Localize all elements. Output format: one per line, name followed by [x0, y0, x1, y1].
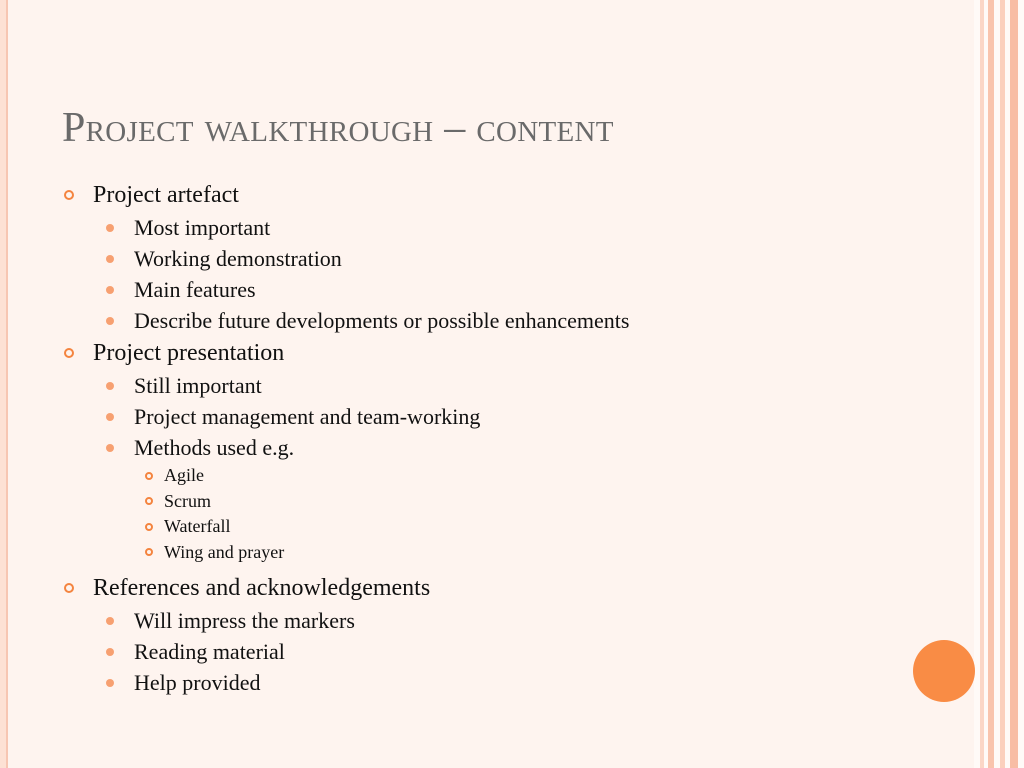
stripe: [988, 0, 994, 768]
bullet-text: Help provided: [134, 670, 261, 695]
dot-bullet-icon: [106, 444, 114, 452]
dot-bullet-icon: [106, 617, 114, 625]
dot-bullet-icon: [106, 224, 114, 232]
bullet-text: Still important: [134, 373, 262, 398]
dot-bullet-icon: [106, 679, 114, 687]
bullet-level-2: [0, 667, 900, 698]
right-decorative-stripes: [974, 0, 1024, 768]
bullet-text: Most important: [134, 215, 271, 240]
bullet-level-2: [0, 370, 900, 401]
dot-bullet-icon: [106, 286, 114, 294]
bullet-text: Reading material: [134, 639, 285, 664]
stripe: [980, 0, 984, 768]
slide-body: [0, 178, 900, 698]
slide-title: Project walkthrough – content: [62, 105, 614, 151]
ring-bullet-icon: [145, 497, 153, 505]
bullet-level-2: [0, 401, 900, 432]
bullet-text: Project presentation: [93, 340, 285, 366]
ring-bullet-icon: [64, 190, 74, 200]
ring-bullet-icon: [145, 548, 153, 556]
bullet-level-2: [0, 212, 900, 243]
bullet-level-1: [0, 178, 900, 212]
dot-bullet-icon: [106, 648, 114, 656]
bullet-level-2: [0, 605, 900, 636]
dot-bullet-icon: [106, 382, 114, 390]
bullet-level-1: [0, 571, 900, 605]
ring-bullet-icon: [64, 583, 74, 593]
dot-bullet-icon: [106, 413, 114, 421]
decorative-orange-circle: [913, 640, 975, 702]
bullet-level-3: [0, 463, 900, 489]
bullet-text: Describe future developments or possible enhancements: [134, 308, 630, 333]
bullet-text: Wing and prayer: [164, 541, 285, 562]
ring-bullet-icon: [64, 348, 74, 358]
dot-bullet-icon: [106, 255, 114, 263]
bullet-level-2: [0, 243, 900, 274]
ring-bullet-icon: [145, 523, 153, 531]
bullet-text: Main features: [134, 277, 256, 302]
bullet-text: Will impress the markers: [134, 608, 355, 633]
bullet-text: Waterfall: [164, 516, 231, 536]
bullet-level-2: [0, 432, 900, 463]
bullet-level-2: [0, 274, 900, 305]
bullet-level-3: [0, 489, 900, 515]
stripe: [1000, 0, 1005, 768]
ring-bullet-icon: [145, 472, 153, 480]
bullet-level-3: [0, 540, 900, 566]
stripe: [1010, 0, 1018, 768]
dot-bullet-icon: [106, 317, 114, 325]
bullet-text: Scrum: [164, 490, 211, 511]
bullet-text: Agile: [164, 465, 204, 485]
bullet-level-1: [0, 336, 900, 370]
bullet-level-2: [0, 305, 900, 336]
bullet-text: References and acknowledgements: [93, 575, 431, 601]
bullet-level-3: [0, 514, 900, 540]
bullet-text: Methods used e.g.: [134, 435, 295, 460]
bullet-level-2: [0, 636, 900, 667]
bullet-text: Working demonstration: [134, 246, 342, 271]
bullet-text: Project management and team-working: [134, 404, 481, 429]
bullet-text: Project artefact: [93, 182, 239, 208]
